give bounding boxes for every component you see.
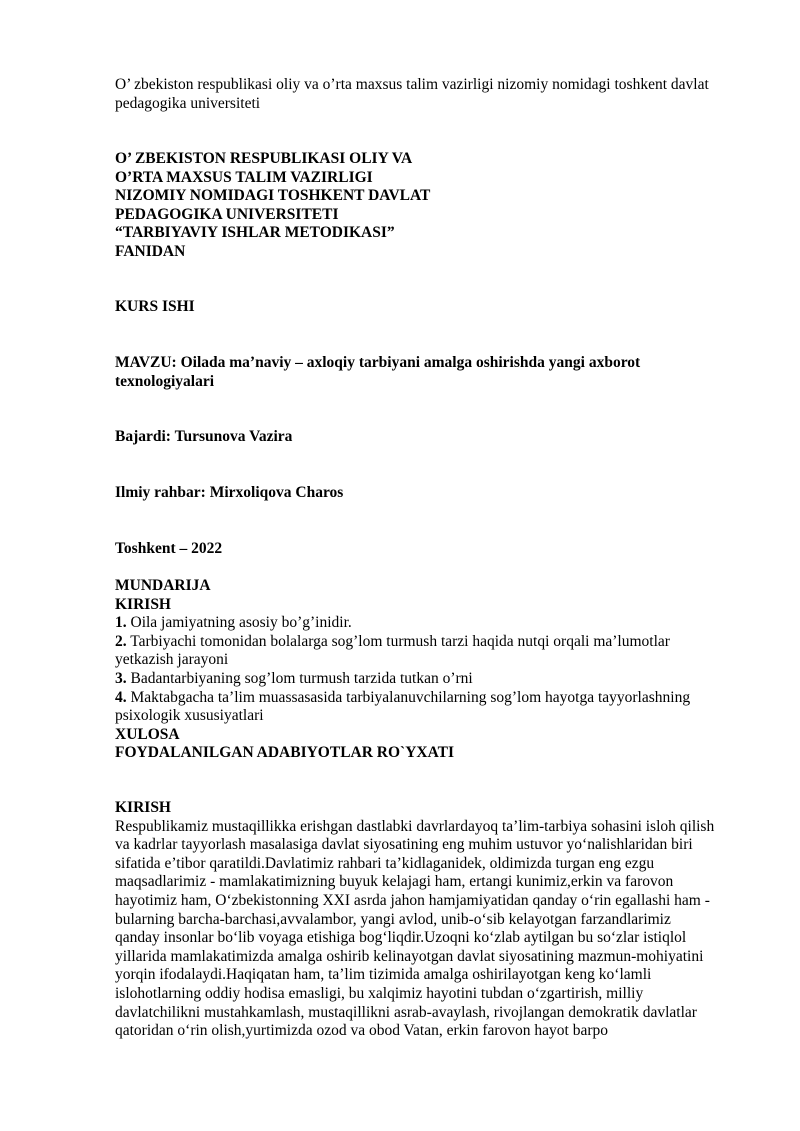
table-of-contents	[115, 577, 745, 763]
toc-item-number: 4.	[115, 688, 127, 706]
toc-item-number: 3.	[115, 669, 127, 687]
mavzu-line: MAVZU: Oilada ma’naviy – axloqiy tarbiyani amalga oshirishda yangi axborot	[115, 354, 641, 371]
toc-item-text: Badantarbiyaning sog’lom turmush tarzida tutkan o’rni	[130, 669, 473, 687]
intro-line: maqsadlarimiz - mamlakatimizning buyuk kelajagi ham, ertangi kunimiz,erkin va farovon	[115, 873, 674, 891]
intro-line: bularning barcha-barchasi,avvalambor, yangi avlod, unib-o‘sib kelayotgan farzandlarimiz	[115, 910, 671, 928]
toc-item-4-cont: psixologik xususiyatlari	[115, 707, 264, 725]
mavzu-line: texnologiyalari	[115, 372, 215, 390]
rahbar-text: Ilmiy rahbar: Mirxoliqova Charos	[115, 484, 344, 501]
toc-item-4	[115, 689, 745, 708]
toc-kirish: KIRISH	[115, 595, 171, 613]
toc-item-text: Oila jamiyatning asosiy bo’g’inidir.	[130, 614, 352, 632]
header-line: O’ zbekiston respublikasi oliy va o’rta maxsus talim vazirligi nizomiy nomidagi toshkent davlat	[115, 76, 709, 93]
intro-heading: KIRISH	[115, 799, 171, 816]
intro-section	[115, 799, 745, 1041]
intro-line: islohotlarning oddiy hodisa emasligi, bu xalqimiz hayotini tubdan o‘zgartirish, milliy	[115, 984, 644, 1002]
title-line: PEDAGOGIKA UNIVERSITETI	[115, 205, 339, 223]
toc-xulosa: XULOSA	[115, 725, 180, 743]
rahbar-line	[115, 484, 745, 503]
intro-line: qatoridan o‘rin olish,yurtimizda ozod va obod Vatan, erkin farovon hayot barpo	[115, 1022, 609, 1040]
toc-item-2-cont: yetkazish jarayoni	[115, 651, 229, 669]
city-year	[115, 540, 745, 559]
toc-heading: MUNDARIJA	[115, 577, 211, 594]
header-line: pedagogika universiteti	[115, 94, 261, 112]
intro-line: sifatida e’tibor qaratildi.Davlatimiz rahbari ta’kidlaganidek, oldimizda turgan eng ezgu	[115, 854, 655, 872]
bajardi-line	[115, 428, 745, 447]
bajardi-text: Bajardi: Tursunova Vazira	[115, 428, 293, 445]
title-line: NIZOMIY NOMIDAGI TOSHKENT DAVLAT	[115, 187, 431, 205]
title-line: O’ ZBEKISTON RESPUBLIKASI OLIY VA	[115, 150, 413, 167]
intro-line: va kadrlar tayyorlash masalasiga davlat siyosatining eng muhim ustuvor yo‘nalishlaridan biri	[115, 836, 693, 854]
toc-item-3	[115, 670, 745, 689]
intro-line: hayotimiz ham, O‘zbekistonning XXI asrda jahon hamjamiyatidan qanday o‘rin egallashi ham -	[115, 891, 710, 909]
title-line: “TARBIYAVIY ISHLAR METODIKASI”	[115, 224, 395, 242]
mavzu-block	[115, 354, 745, 391]
toc-item-number: 2.	[115, 632, 127, 650]
toc-item-2	[115, 633, 745, 652]
toc-item-1	[115, 614, 745, 633]
city-year-text: Toshkent – 2022	[115, 540, 223, 557]
title-block	[115, 150, 745, 262]
intro-line: yillarida mamlakatimizda amalga oshirib kelinayotgan davlat siyosatining mazmun-mohiyatini	[115, 947, 704, 965]
toc-item-text: Tarbiyachi tomonidan bolalarga sog’lom turmush tarzi haqida nutqi orqali ma’lumotlar	[130, 632, 670, 650]
toc-item-text: Maktabgacha ta’lim muassasasida tarbiyalanuvchilarning sog’lom hayotga tayyorlashning	[130, 688, 691, 706]
toc-item-number: 1.	[115, 614, 127, 632]
title-line: FANIDAN	[115, 242, 186, 260]
kurs-ishi-label	[115, 298, 745, 317]
intro-line: yorqin ifodalaydi.Haqiqatan ham, ta’lim tizimida amalga oshirilayotgan keng ko‘lamli	[115, 966, 652, 984]
intro-line: Respublikamiz mustaqillikka erishgan dastlabki davrlardayoq ta’lim-tarbiya sohasini isloh qilish	[115, 817, 715, 835]
title-line: O’RTA MAXSUS TALIM VAZIRLIGI	[115, 168, 373, 186]
header-text	[115, 76, 745, 113]
intro-line: davlatchilikni mustahkamlash, mustaqillikni asrab-avaylash, rivojlangan demokratik davlatlar	[115, 1003, 697, 1021]
toc-adabiyot: FOYDALANILGAN ADABIYOTLAR RO`YXATI	[115, 744, 455, 762]
kurs-ishi-text: KURS ISHI	[115, 298, 195, 315]
intro-line: qanday insonlar bo‘lib voyaga etishiga bog‘liqdir.Uzoqni ko‘zlab aytilgan bu so‘zlar istiqlol	[115, 929, 687, 947]
